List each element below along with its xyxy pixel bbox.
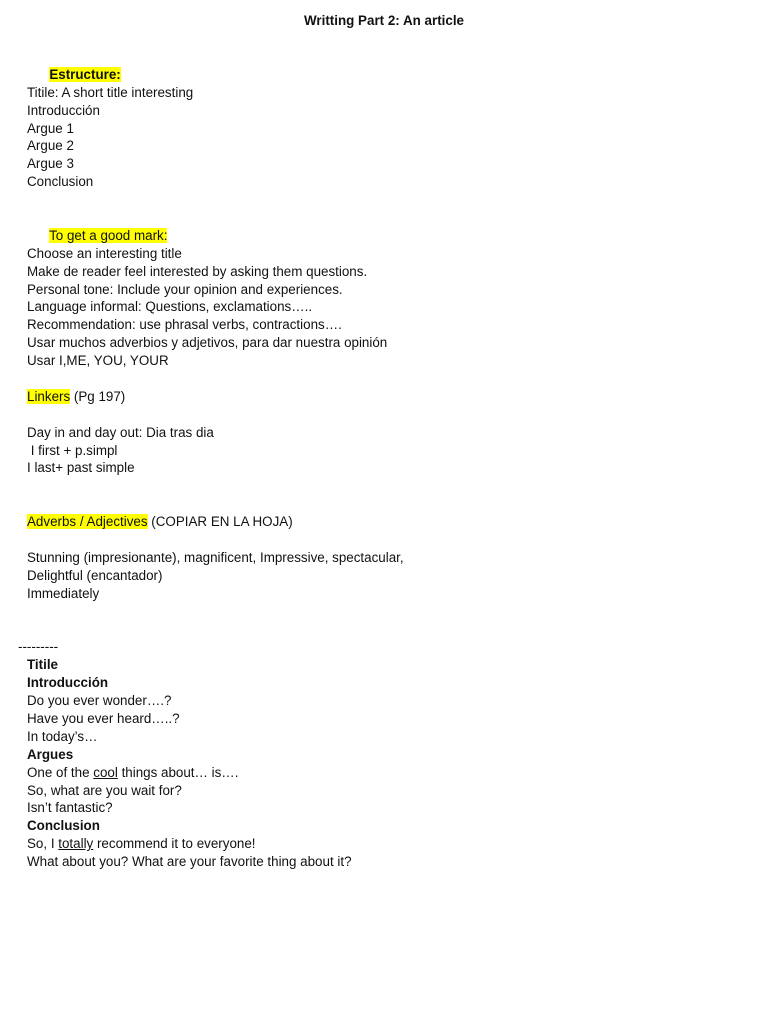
linkers-heading: Linkers bbox=[27, 388, 71, 404]
template-titile-heading: Titile bbox=[27, 657, 59, 673]
text-segment: So, I bbox=[27, 836, 59, 852]
text-segment: things about… is…. bbox=[117, 764, 239, 780]
list-item: Make de reader feel interested by asking them questions. bbox=[27, 263, 368, 279]
separator: --------- bbox=[18, 639, 59, 655]
list-item: Choose an interesting title bbox=[27, 245, 182, 261]
list-item: Isn’t fantastic? bbox=[27, 800, 113, 816]
list-item: Do you ever wonder….? bbox=[27, 693, 172, 709]
list-item: Delightful (encantador) bbox=[27, 567, 163, 583]
underlined-word: totally bbox=[58, 836, 94, 852]
linkers-note: (Pg 197) bbox=[70, 388, 126, 404]
list-item: Titile: A short title interesting bbox=[27, 84, 194, 100]
list-item: Argue 3 bbox=[27, 156, 74, 172]
template-conclusion-heading: Conclusion bbox=[27, 818, 100, 834]
list-item: Introducción bbox=[27, 102, 100, 118]
document-title: Writting Part 2: An article bbox=[304, 13, 464, 28]
list-item: Argue 2 bbox=[27, 138, 74, 154]
underlined-word: cool bbox=[93, 764, 118, 780]
linkers-section bbox=[27, 388, 747, 406]
text-segment: One of the bbox=[27, 764, 94, 780]
template-argues-heading: Argues bbox=[27, 746, 74, 762]
list-item: I last+ past simple bbox=[27, 460, 135, 476]
list-item: I first + p.simpl bbox=[27, 442, 118, 458]
list-item: In today’s… bbox=[27, 728, 98, 744]
list-item bbox=[27, 764, 747, 782]
list-item: Stunning (impresionante), magnificent, Impressive, spectacular, bbox=[27, 549, 404, 565]
list-item: Conclusion bbox=[27, 174, 94, 190]
list-item: Have you ever heard…..? bbox=[27, 710, 180, 726]
list-item: Day in and day out: Dia tras dia bbox=[27, 424, 214, 440]
list-item: Recommendation: use phrasal verbs, contractions…. bbox=[27, 317, 342, 333]
adverbs-heading: Adverbs / Adjectives bbox=[27, 514, 148, 530]
adverbs-note: (COPIAR EN LA HOJA) bbox=[147, 514, 293, 530]
list-item: Usar I,ME, YOU, YOUR bbox=[27, 353, 169, 369]
list-item: Immediately bbox=[27, 585, 100, 601]
structure-heading: Estructure: bbox=[49, 66, 121, 82]
list-item: So, what are you wait for? bbox=[27, 782, 182, 798]
list-item: Language informal: Questions, exclamations….. bbox=[27, 299, 313, 315]
adverbs-section bbox=[27, 513, 747, 531]
list-item bbox=[27, 835, 747, 853]
good-mark-section bbox=[27, 209, 747, 243]
document-body bbox=[18, 48, 747, 871]
list-item: What about you? What are your favorite thing about it? bbox=[27, 854, 352, 870]
text-segment: recommend it to everyone! bbox=[93, 836, 256, 852]
list-item: Argue 1 bbox=[27, 120, 74, 136]
structure-section bbox=[27, 48, 747, 82]
good-mark-heading: To get a good mark: bbox=[49, 227, 168, 243]
list-item: Personal tone: Include your opinion and experiences. bbox=[27, 281, 343, 297]
list-item: Usar muchos adverbios y adjetivos, para dar nuestra opinión bbox=[27, 335, 388, 351]
template-intro-heading: Introducción bbox=[27, 675, 109, 691]
